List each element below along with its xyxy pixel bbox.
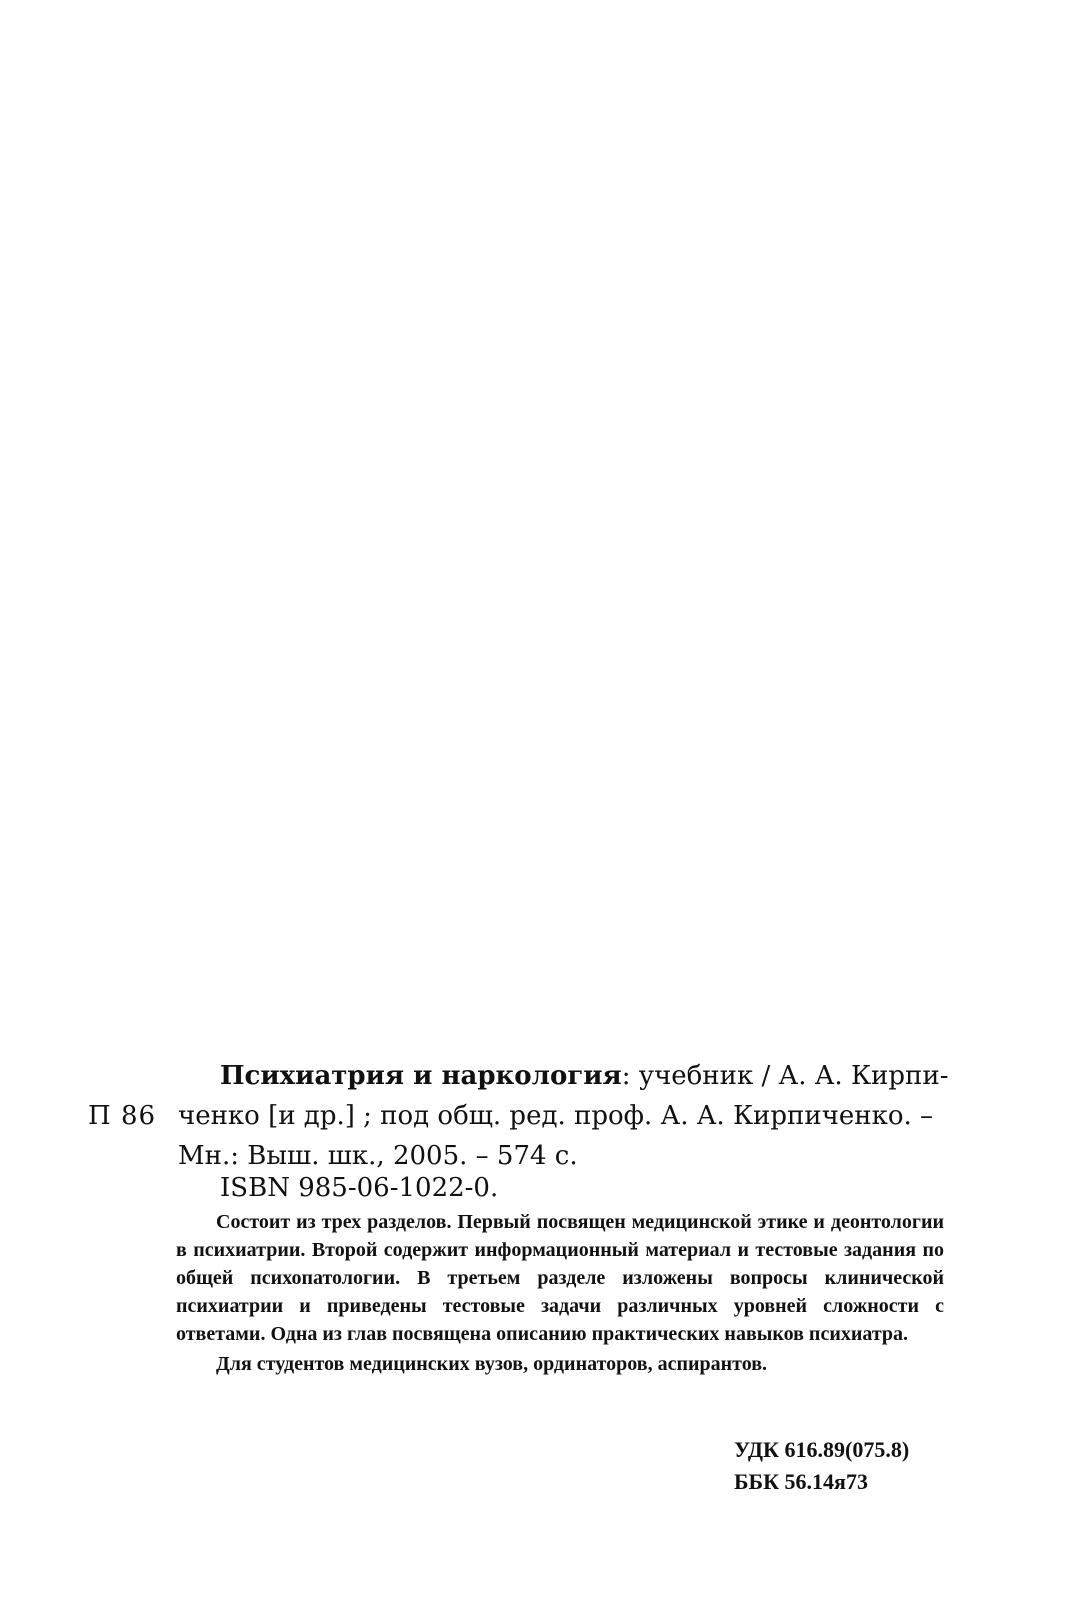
bibliographic-line-1-rest: : учебник / А. А. Кирпи-: [621, 1061, 949, 1091]
annotation-description: Состоит из трех разделов. Первый посвящен медицинской этике и деонтологии в психиатрии. Второй содержит информационный материал и тестовые задания по общей психопатологии. В третьем разделе изложены вопросы клинической психиатрии и приведены тестовые задачи различных уровней сложности с ответами. Одна из глав посвящена описанию практических навыков психиатра.: [176, 1211, 944, 1345]
udc-code: УДК 616.89(075.8): [734, 1437, 910, 1462]
bibliographic-line-3: Мн.: Выш. шк., 2005. – 574 с.: [178, 1141, 578, 1171]
bibliographic-line-1: [220, 1056, 948, 1096]
catalog-code: П 86: [88, 1101, 157, 1131]
classification-codes: [734, 1434, 909, 1498]
bibliographic-entry: [88, 1056, 978, 1206]
annotation-audience: Для студентов медицинских вузов, ординаторов, аспирантов.: [216, 1353, 767, 1375]
catalog-record: [88, 1056, 978, 1494]
bibliographic-line-2: ченко [и др.] ; под общ. ред. проф. А. А. Кирпиченко. –: [178, 1101, 934, 1131]
book-annotation: [176, 1208, 944, 1378]
book-title: Психиатрия и наркология: [220, 1061, 622, 1091]
isbn-line: ISBN 985-06-1022-0.: [220, 1173, 499, 1203]
bbk-code: ББК 56.14я73: [734, 1469, 868, 1494]
